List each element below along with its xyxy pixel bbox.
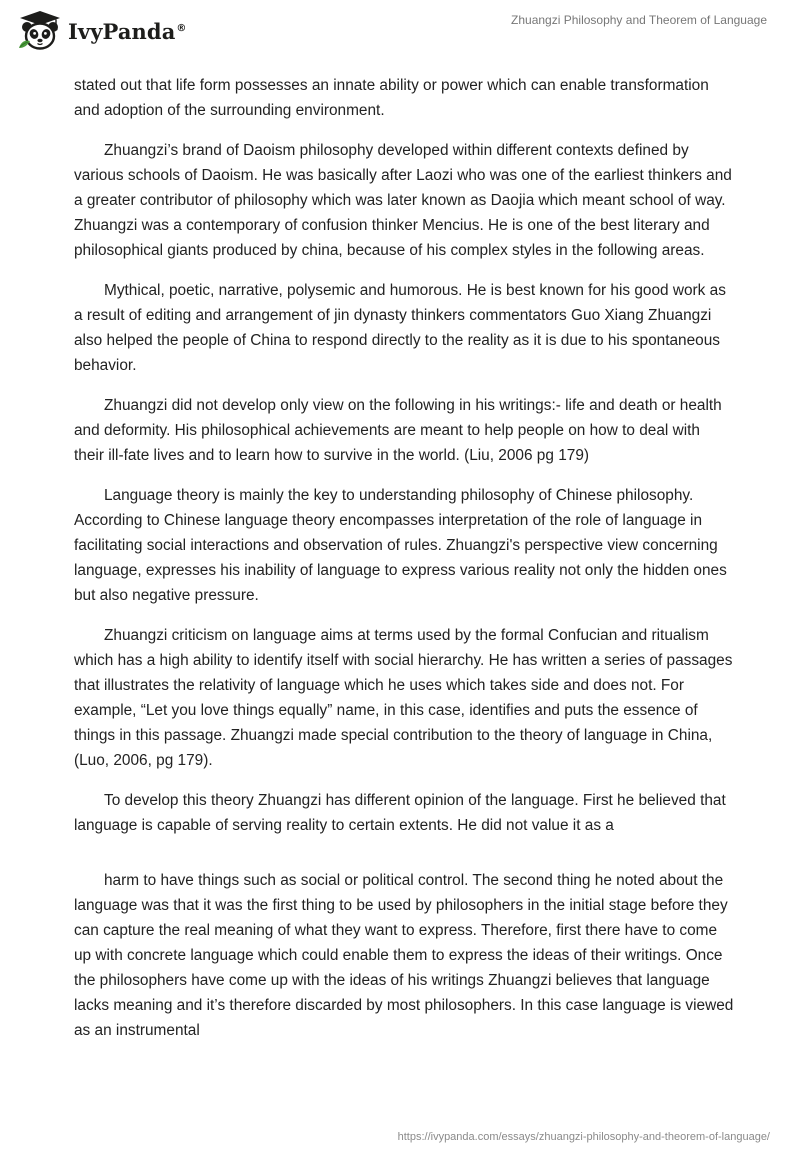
paragraph-8: harm to have things such as social or political control. The second thing he noted about the language was that it was the first thing to be used by philosophers in the initial stage before they can capture the real meaning of what they want to express. Therefore, first there have to come up with concrete language which could enable them to express the ideas of their writings. Once the philosophers have come up with the ideas of his writings Zhuangzi believes that language lacks meaning and it’s therefore discarded by most philosophers. In this case language is viewed as an instrumental xyxy=(74,872,734,1039)
document-title: Zhuangzi Philosophy and Theorem of Language xyxy=(511,13,767,27)
paragraph-5: Language theory is mainly the key to understanding philosophy of Chinese philosophy. According to Chinese language theory encompasses interpretation of the role of language in facilitating social interactions and observation of rules. Zhuangzi's perspective view concerning language, expresses his inability of language to express various reality not only the hidden ones but also negative pressure. xyxy=(74,487,727,604)
page-header xyxy=(0,0,800,60)
registered-mark: ® xyxy=(176,22,187,34)
paragraph-7: To develop this theory Zhuangzi has different opinion of the language. First he believed that language is capable of serving reality to certain extents. He did not value it as a xyxy=(74,792,726,834)
paragraph-3: Mythical, poetic, narrative, polysemic and humorous. He is best known for his good work as a result of editing and arrangement of jin dynasty thinkers commentators Guo Xiang Zhuangzi also helped the people of China to respond directly to the reality as it is due to his spontaneous behavior. xyxy=(74,282,726,374)
panda-graduation-icon xyxy=(16,8,66,52)
ivypanda-logo[interactable] xyxy=(16,8,187,52)
paragraph-1: stated out that life form possesses an innate ability or power which can enable transformation and adoption of the surrounding environment. xyxy=(74,77,709,119)
source-url[interactable]: https://ivypanda.com/essays/zhuangzi-philosophy-and-theorem-of-language/ xyxy=(397,1131,770,1143)
essay-body xyxy=(74,73,734,1058)
paragraph-4: Zhuangzi did not develop only view on the following in his writings:- life and death or health and deformity. His philosophical achievements are meant to help people on how to deal with their ill-fate lives and to learn how to survive in the world. (Liu, 2006 pg 179) xyxy=(74,397,722,464)
paragraph-2: Zhuangzi’s brand of Daoism philosophy developed within different contexts defined by various schools of Daoism. He was basically after Laozi who was one of the earliest thinkers and a greater contributor of philosophy which was later known as Daojia which meant school of way. Zhuangzi was a contemporary of confusion thinker Mencius. He is one of the best literary and philosophical giants produced by china, because of his complex styles in the following areas. xyxy=(74,142,732,259)
logo-wordmark: IvyPanda® xyxy=(68,18,187,44)
paragraph-6: Zhuangzi criticism on language aims at terms used by the formal Confucian and ritualism which has a high ability to identify itself with social hierarchy. He has written a series of passages that illustrates the relativity of language which he uses which takes side and does not. For example, “Let you love things equally” name, in this case, identifies and puts the essence of things in this passage. Zhuangzi made special contribution to the theory of language in China, (Luo, 2006, pg 179). xyxy=(74,627,733,769)
